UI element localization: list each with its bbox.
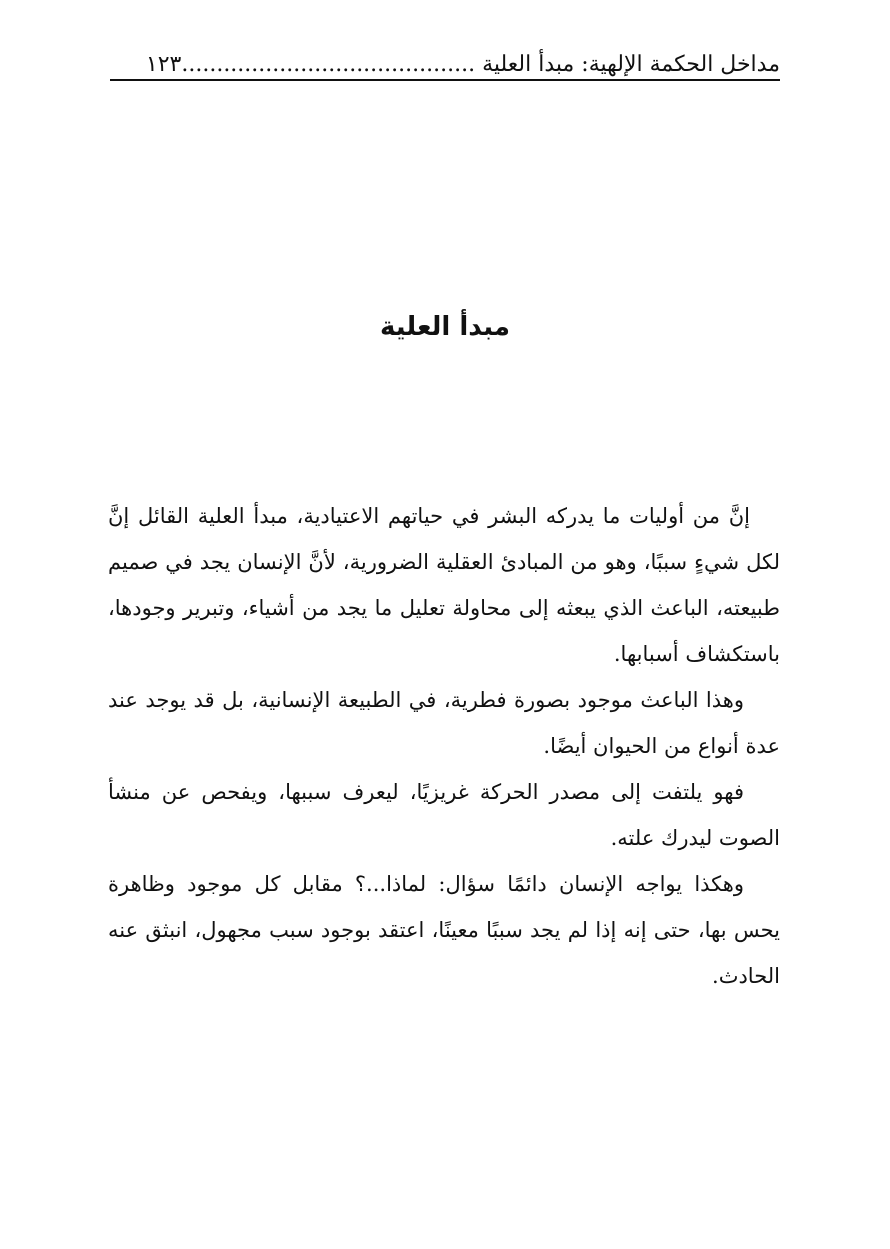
chapter-title: مبدأ العلية bbox=[379, 312, 511, 342]
paragraph-3: فهو يلتفت إلى مصدر الحركة غريزيًا، ليعرف سببها، ويفحص عن منشأ الصوت ليدرك علته. bbox=[108, 780, 780, 850]
paragraph-2: وهذا الباعث موجود بصورة فطرية، في الطبيعة الإنسانية، بل قد يوجد عند عدة أنواع من الحيوان أيضًا. bbox=[108, 688, 780, 758]
paragraph-1: إنَّ من أوليات ما يدركه البشر في حياتهم الاعتيادية، مبدأ العلية القائل إنَّ لكل شيءٍ سببًا، وهو من المبادئ العقلية الضرورية، لأنَّ الإنسان يجد في صميم طبيعته، الباعث الذي يبعثه إلى محاولة تعليل ما يجد من أشياء، وتبرير وجودها، باستكشاف أسبابها. bbox=[108, 504, 780, 666]
running-header-text: مداخل الحكمة الإلهية: مبدأ العلية ..........................................١٢٣ bbox=[145, 52, 780, 77]
paragraph-4: وهكذا يواجه الإنسان دائمًا سؤال: لماذا...؟ مقابل كل موجود وظاهرة يحس بها، حتى إنه إذا لم يجد سببًا معينًا، اعتقد بوجود سبب مجهول، انبثق عنه الحادث. bbox=[108, 872, 780, 988]
header-rule bbox=[110, 79, 780, 81]
body-text bbox=[108, 493, 780, 999]
running-header bbox=[110, 40, 780, 76]
